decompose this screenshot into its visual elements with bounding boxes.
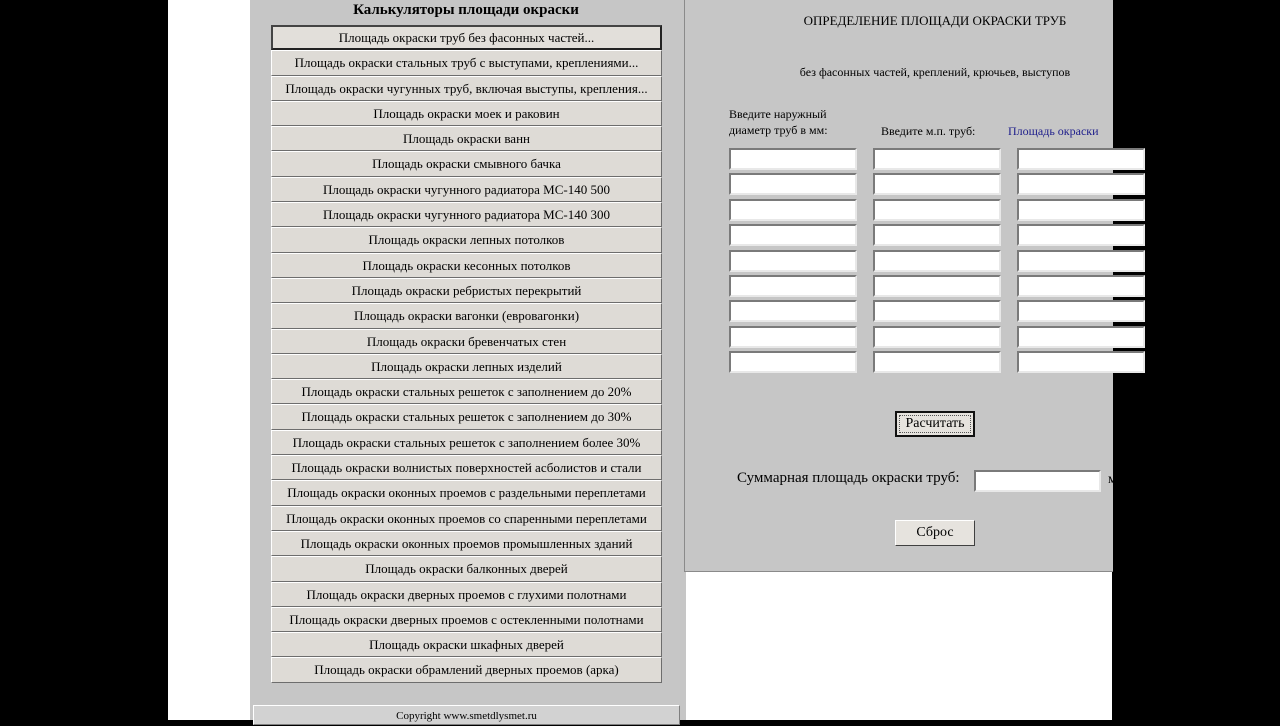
- total-area-label: Суммарная площадь окраски труб:: [737, 470, 960, 486]
- diameter-column-label: [729, 106, 828, 138]
- calculator-link[interactable]: Площадь окраски оконных проемов промышленных зданий: [271, 531, 662, 556]
- form-title: ОПРЕДЕЛЕНИЕ ПЛОЩАДИ ОКРАСКИ ТРУБ: [803, 13, 1067, 28]
- calculator-sidebar: [250, 0, 686, 720]
- diameter-input[interactable]: [729, 351, 857, 373]
- area-output[interactable]: [1017, 300, 1145, 322]
- calculator-link[interactable]: Площадь окраски смывного бачка: [271, 151, 662, 176]
- length-input[interactable]: [873, 250, 1001, 272]
- area-column-label: Площадь окраски: [1008, 124, 1099, 138]
- diameter-input[interactable]: [729, 275, 857, 297]
- length-input[interactable]: [873, 173, 1001, 195]
- area-output[interactable]: [1017, 173, 1145, 195]
- calculator-link[interactable]: Площадь окраски ребристых перекрытий: [271, 278, 662, 303]
- length-column-label: Введите м.п. труб:: [881, 124, 976, 138]
- diameter-input[interactable]: [729, 326, 857, 348]
- calculator-link[interactable]: Площадь окраски шкафных дверей: [271, 632, 662, 657]
- total-area-field[interactable]: [974, 470, 1101, 492]
- calculator-link[interactable]: Площадь окраски кесонных потолков: [271, 253, 662, 278]
- calculator-link[interactable]: Площадь окраски чугунных труб, включая выступы, крепления...: [271, 76, 662, 101]
- area-output[interactable]: [1017, 199, 1145, 221]
- diameter-input[interactable]: [729, 148, 857, 170]
- diameter-input[interactable]: [729, 300, 857, 322]
- calculator-link[interactable]: Площадь окраски волнистых поверхностей асболистов и стали: [271, 455, 662, 480]
- calculator-link[interactable]: Площадь окраски балконных дверей: [271, 556, 662, 581]
- length-input[interactable]: [873, 224, 1001, 246]
- length-input[interactable]: [873, 199, 1001, 221]
- calculator-link[interactable]: Площадь окраски чугунного радиатора МС-140 500: [271, 177, 662, 202]
- diameter-input[interactable]: [729, 224, 857, 246]
- calculator-link[interactable]: Площадь окраски стальных труб с выступами, креплениями...: [271, 50, 662, 75]
- area-output[interactable]: [1017, 250, 1145, 272]
- calculator-link[interactable]: Площадь окраски моек и раковин: [271, 101, 662, 126]
- length-input[interactable]: [873, 148, 1001, 170]
- total-area-unit: м: [1108, 472, 1117, 487]
- calculator-link[interactable]: Площадь окраски дверных проемов с остекленными полотнами: [271, 607, 662, 632]
- length-input[interactable]: [873, 300, 1001, 322]
- length-input[interactable]: [873, 326, 1001, 348]
- calculator-link[interactable]: Площадь окраски оконных проемов с раздельными переплетами: [271, 480, 662, 505]
- area-output[interactable]: [1017, 275, 1145, 297]
- form-subtitle: без фасонных частей, креплений, крючьев, выступов: [799, 65, 1071, 79]
- page: [168, 0, 1117, 722]
- diameter-label-line2: диаметр труб в мм:: [729, 123, 828, 137]
- calculator-form: [684, 0, 1117, 572]
- calculator-list: [271, 25, 662, 683]
- area-output[interactable]: [1017, 351, 1145, 373]
- sidebar-title: Калькуляторы площади окраски: [353, 2, 579, 18]
- calculator-link[interactable]: Площадь окраски лепных потолков: [271, 227, 662, 252]
- calculator-link[interactable]: Площадь окраски стальных решеток с заполнением до 20%: [271, 379, 662, 404]
- calculate-button[interactable]: Расчитать: [895, 411, 975, 437]
- diameter-input[interactable]: [729, 173, 857, 195]
- length-input[interactable]: [873, 351, 1001, 373]
- area-output[interactable]: [1017, 148, 1145, 170]
- area-output[interactable]: [1017, 224, 1145, 246]
- calculator-link[interactable]: Площадь окраски вагонки (евровагонки): [271, 303, 662, 328]
- diameter-label-line1: Введите наружный: [729, 107, 827, 121]
- copyright-bar: Copyright www.smetdlysmet.ru: [253, 705, 680, 725]
- calculator-link[interactable]: Площадь окраски стальных решеток с заполнением более 30%: [271, 430, 662, 455]
- calculator-link[interactable]: Площадь окраски лепных изделий: [271, 354, 662, 379]
- area-output[interactable]: [1017, 326, 1145, 348]
- calculator-link[interactable]: Площадь окраски чугунного радиатора МС-140 300: [271, 202, 662, 227]
- length-input[interactable]: [873, 275, 1001, 297]
- reset-button[interactable]: Сброс: [895, 520, 975, 546]
- calculator-link[interactable]: Площадь окраски бревенчатых стен: [271, 329, 662, 354]
- calculator-link[interactable]: Площадь окраски стальных решеток с заполнением до 30%: [271, 404, 662, 429]
- calculator-link[interactable]: Площадь окраски труб без фасонных частей...: [271, 25, 662, 50]
- calculator-link[interactable]: Площадь окраски оконных проемов со спаренными переплетами: [271, 506, 662, 531]
- diameter-input[interactable]: [729, 199, 857, 221]
- calculator-link[interactable]: Площадь окраски обрамлений дверных проемов (арка): [271, 657, 662, 682]
- diameter-input[interactable]: [729, 250, 857, 272]
- calculator-link[interactable]: Площадь окраски ванн: [271, 126, 662, 151]
- calculator-link[interactable]: Площадь окраски дверных проемов с глухими полотнами: [271, 582, 662, 607]
